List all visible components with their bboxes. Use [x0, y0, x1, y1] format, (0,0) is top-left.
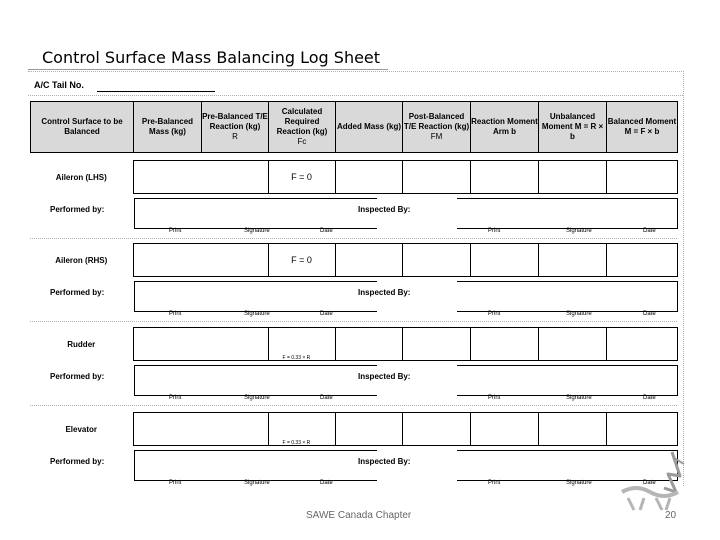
inspected-by-label: Inspected By: [358, 288, 411, 297]
added-mass-entry[interactable] [335, 328, 402, 361]
pre-balanced-entry[interactable] [133, 244, 268, 277]
header-divider [28, 95, 683, 96]
formula-cell: F = 0.33 × R [268, 328, 335, 361]
title-rule [28, 69, 388, 70]
row-aileron-lhs [30, 160, 678, 194]
signature-caption: Signature [244, 311, 270, 317]
row-elevator [30, 412, 678, 446]
moment-arm-entry[interactable] [470, 244, 538, 277]
date-caption: Date [643, 480, 656, 486]
date-caption: Date [320, 228, 333, 234]
row-divider [30, 321, 677, 322]
performed-by-field[interactable] [134, 450, 377, 481]
date-caption: Date [320, 395, 333, 401]
unbalanced-moment-entry[interactable] [538, 244, 606, 277]
print-caption: Print [488, 311, 501, 317]
signature-caption: Signature [244, 395, 270, 401]
header-pre-balanced-reaction: Pre-Balanced T/E Reaction (kg) R [202, 102, 269, 153]
performed-by-field[interactable] [134, 281, 377, 312]
unbalanced-moment-entry[interactable] [538, 413, 606, 446]
signature-caption: Signature [244, 480, 270, 486]
sheet-border-right [683, 71, 684, 486]
unbalanced-moment-entry[interactable] [538, 161, 606, 194]
inspected-by-label: Inspected By: [358, 372, 411, 381]
moment-arm-entry[interactable] [470, 413, 538, 446]
inspected-by-field[interactable] [457, 198, 678, 229]
moment-arm-entry[interactable] [470, 161, 538, 194]
added-mass-entry[interactable] [335, 413, 402, 446]
signature-caption: Signature [566, 228, 592, 234]
surface-name: Aileron (LHS) [55, 172, 107, 182]
date-caption: Date [320, 311, 333, 317]
balanced-moment-entry[interactable] [606, 328, 677, 361]
moment-arm-entry[interactable] [470, 328, 538, 361]
date-caption: Date [643, 311, 656, 317]
balanced-moment-entry[interactable] [606, 413, 677, 446]
row-divider [30, 238, 677, 239]
date-caption: Date [320, 480, 333, 486]
added-mass-entry[interactable] [335, 244, 402, 277]
slide-title: Control Surface Mass Balancing Log Sheet [42, 48, 381, 67]
tail-number-label: A/C Tail No. [34, 80, 84, 90]
signoff-rudder [30, 365, 677, 409]
header-sub-fc: Fc [297, 137, 307, 146]
row-rudder [30, 327, 678, 361]
performed-by-label: Performed by: [50, 457, 105, 466]
signoff-elevator [30, 450, 677, 494]
pre-balanced-entry[interactable] [133, 413, 268, 446]
header-added-mass: Added Mass (kg) [336, 102, 403, 153]
post-reaction-entry[interactable] [402, 328, 470, 361]
signature-caption: Signature [566, 480, 592, 486]
row-aileron-rhs [30, 243, 678, 277]
header-balanced-moment: Balanced Moment M = F × b [607, 102, 678, 153]
signature-caption: Signature [566, 395, 592, 401]
signature-caption: Signature [244, 228, 270, 234]
post-reaction-entry[interactable] [402, 413, 470, 446]
balanced-moment-entry[interactable] [606, 244, 677, 277]
log-header-table [30, 101, 678, 153]
performed-by-label: Performed by: [50, 205, 105, 214]
print-caption: Print [169, 228, 182, 234]
surface-name: Aileron (RHS) [55, 255, 108, 265]
date-caption: Date [643, 228, 656, 234]
tail-number-field[interactable] [97, 91, 215, 92]
added-mass-entry[interactable] [335, 161, 402, 194]
performed-by-field[interactable] [134, 198, 377, 229]
surface-name: Elevator [65, 424, 98, 434]
print-caption: Print [169, 480, 182, 486]
header-moment-arm: Reaction Moment Arm b [471, 102, 539, 153]
inspected-by-field[interactable] [457, 365, 678, 396]
signoff-aileron-lhs [30, 198, 677, 242]
formula-cell: F = 0.33 × R [268, 413, 335, 446]
post-reaction-entry[interactable] [402, 244, 470, 277]
performed-by-label: Performed by: [50, 288, 105, 297]
formula-cell: F = 0 [268, 161, 335, 194]
pre-balanced-entry[interactable] [133, 328, 268, 361]
print-caption: Print [169, 311, 182, 317]
unbalanced-moment-entry[interactable] [538, 328, 606, 361]
header-unbalanced-moment: Unbalanced Moment M = R × b [539, 102, 607, 153]
header-post-balanced-reaction: Post-Balanced T/E Reaction (kg) FM [403, 102, 471, 153]
formula-cell: F = 0 [268, 244, 335, 277]
print-caption: Print [169, 395, 182, 401]
header-control-surface: Control Surface to be Balanced [31, 102, 134, 153]
page-number: 20 [665, 510, 677, 521]
footer-text: SAWE Canada Chapter [306, 510, 412, 521]
header-sub-fm: FM [430, 132, 443, 141]
header-pre-balanced-mass: Pre-Balanced Mass (kg) [134, 102, 202, 153]
signoff-aileron-rhs [30, 281, 677, 325]
surface-name: Rudder [67, 339, 96, 349]
inspected-by-label: Inspected By: [358, 205, 411, 214]
signature-caption: Signature [566, 311, 592, 317]
header-required-reaction: Calculated Required Reaction (kg) Fc [269, 102, 336, 153]
header-sub-r: R [232, 132, 238, 141]
performed-by-field[interactable] [134, 365, 377, 396]
inspected-by-label: Inspected By: [358, 457, 411, 466]
inspected-by-field[interactable] [457, 281, 678, 312]
pre-balanced-entry[interactable] [133, 161, 268, 194]
balanced-moment-entry[interactable] [606, 161, 677, 194]
print-caption: Print [488, 480, 501, 486]
sheet-border-top [28, 71, 684, 72]
sawe-logo-icon [614, 448, 694, 518]
print-caption: Print [488, 228, 501, 234]
performed-by-label: Performed by: [50, 372, 105, 381]
post-reaction-entry[interactable] [402, 161, 470, 194]
row-divider [30, 405, 677, 406]
date-caption: Date [643, 395, 656, 401]
print-caption: Print [488, 395, 501, 401]
